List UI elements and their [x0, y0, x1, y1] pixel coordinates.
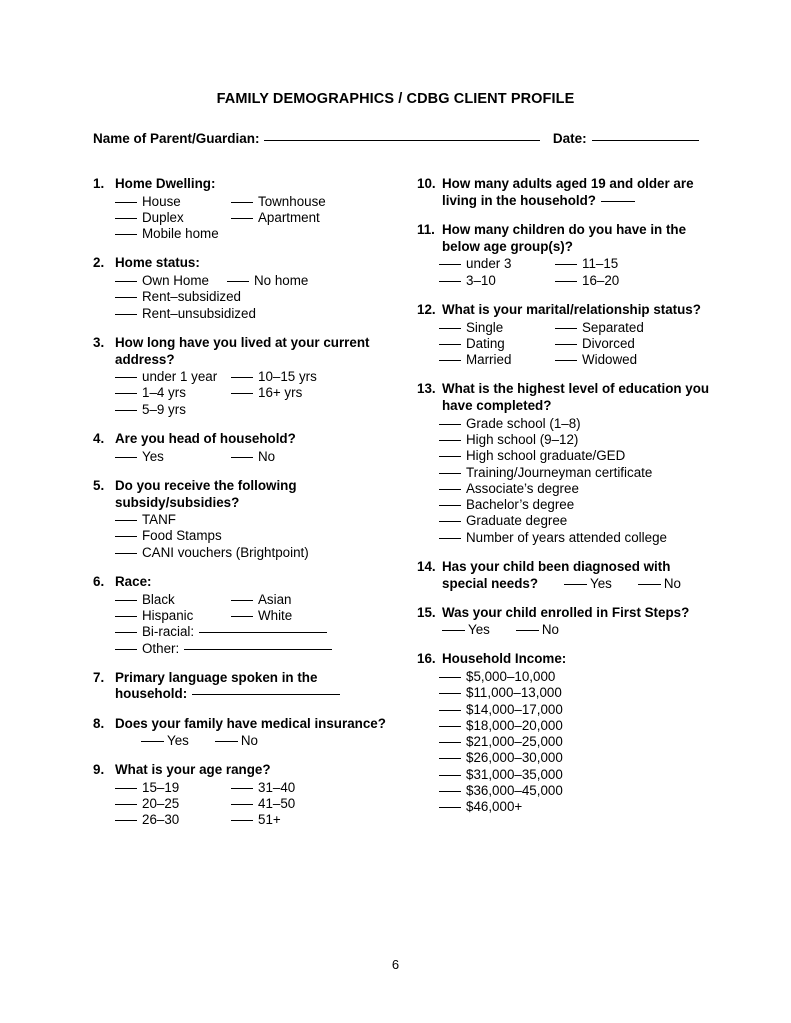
blank-line[interactable] [115, 649, 137, 650]
question-8-no-option[interactable]: No [215, 733, 258, 748]
blank-line[interactable] [115, 553, 137, 554]
blank-line[interactable] [115, 314, 137, 315]
blank-line[interactable] [439, 264, 461, 265]
blank-line[interactable] [115, 457, 137, 458]
option-row [115, 210, 393, 226]
option-row [115, 545, 393, 561]
blank-line[interactable] [115, 297, 137, 298]
option-row [115, 641, 393, 657]
blank-line[interactable] [231, 377, 253, 378]
question-1-text: Home Dwelling: [115, 176, 216, 191]
blank-line[interactable] [115, 202, 137, 203]
blank-line[interactable] [439, 424, 461, 425]
option-house[interactable]: House [115, 194, 231, 210]
option-income-26000-30000[interactable]: $26,000–30,000 [439, 750, 563, 766]
question-6-number: 6. [93, 574, 105, 590]
question-13-options [417, 416, 717, 546]
blank-line[interactable] [439, 489, 461, 490]
option-row [115, 780, 393, 796]
blank-line[interactable] [439, 344, 461, 345]
blank-line[interactable] [227, 281, 249, 282]
question-3-options [93, 369, 393, 418]
blank-line[interactable] [231, 218, 253, 219]
blank-line[interactable] [439, 360, 461, 361]
option-black[interactable]: Black [115, 592, 231, 608]
option-no-home[interactable]: No home [227, 273, 308, 289]
blank-line[interactable] [115, 377, 137, 378]
option-row [115, 449, 393, 465]
option-row [115, 608, 393, 624]
option-widowed[interactable]: Widowed [555, 352, 637, 368]
option-yes[interactable]: Yes [115, 449, 231, 465]
question-13-text: What is the highest level of education you have completed? [442, 381, 710, 414]
option-16-20[interactable]: 16–20 [555, 273, 619, 289]
option-26-30[interactable]: 26–30 [115, 812, 231, 828]
blank-line[interactable] [231, 820, 253, 821]
question-1-number: 1. [93, 176, 105, 191]
question-5-text: Do you receive the following subsidy/subsidies? [115, 477, 297, 510]
option-row [439, 273, 717, 289]
option-separated[interactable]: Separated [555, 320, 644, 336]
adults-count-input[interactable] [601, 201, 635, 202]
option-16-plus-yrs[interactable]: 16+ yrs [231, 385, 302, 401]
question-3-text: How long have you lived at your current address? [115, 334, 370, 367]
blank-line[interactable] [115, 600, 137, 601]
option-row [439, 799, 717, 815]
question-14-no-option[interactable]: No [638, 576, 681, 591]
option-married[interactable]: Married [439, 352, 555, 368]
option-11-15[interactable]: 11–15 [555, 256, 618, 272]
option-mobile-home[interactable]: Mobile home [115, 226, 231, 242]
blank-line[interactable] [439, 710, 461, 711]
option-food-stamps[interactable]: Food Stamps [115, 528, 222, 544]
blank-line[interactable] [439, 281, 461, 282]
option-row [115, 226, 393, 242]
primary-language-input[interactable] [192, 694, 340, 695]
option-row [115, 369, 393, 385]
option-income-31000-35000[interactable]: $31,000–35,000 [439, 767, 563, 783]
option-bi-racial[interactable]: Bi-racial: [115, 624, 327, 640]
option-row [115, 306, 393, 322]
option-high-school-graduate-ged[interactable]: High school graduate/GED [439, 448, 625, 464]
page-title: FAMILY DEMOGRAPHICS / CDBG CLIENT PROFILE [216, 91, 575, 107]
blank-line[interactable] [638, 584, 661, 585]
name-of-parent-guardian-label: Name of Parent/Guardian: [93, 131, 260, 146]
option-duplex[interactable]: Duplex [115, 210, 231, 226]
blank-line[interactable] [439, 473, 461, 474]
option-row [439, 352, 717, 368]
blank-line[interactable] [231, 788, 253, 789]
question-11 [417, 222, 717, 289]
date-input[interactable] [592, 140, 699, 141]
option-row [439, 448, 717, 464]
option-income-5000-10000[interactable]: $5,000–10,000 [439, 669, 555, 685]
option-under-1-year[interactable]: under 1 year [115, 369, 231, 385]
question-8-yes-option[interactable]: Yes [141, 733, 189, 748]
option-row [115, 289, 393, 305]
question-12-number: 12. [417, 301, 436, 317]
question-15 [417, 605, 717, 638]
option-row [115, 528, 393, 544]
option-10-15-yrs[interactable]: 10–15 yrs [231, 369, 317, 385]
blank-line[interactable] [141, 741, 164, 742]
question-14-yes-option[interactable]: Yes [564, 576, 612, 591]
page-number: 6 [391, 957, 400, 972]
option-15-19[interactable]: 15–19 [115, 780, 231, 796]
question-11-options [417, 256, 717, 289]
question-1-options [93, 194, 393, 243]
question-8-number: 8. [93, 715, 105, 731]
option-row [439, 432, 717, 448]
option-row [439, 530, 717, 546]
blank-line[interactable] [231, 457, 253, 458]
option-grade-school[interactable]: Grade school (1–8) [439, 416, 581, 432]
blank-line[interactable] [439, 328, 461, 329]
option-cani-vouchers[interactable]: CANI vouchers (Brightpoint) [115, 545, 309, 561]
question-10-number: 10. [417, 176, 436, 191]
blank-line[interactable] [555, 281, 577, 282]
option-row [439, 336, 717, 352]
option-31-40[interactable]: 31–40 [231, 780, 295, 796]
blank-line[interactable] [564, 584, 587, 585]
question-12-options [417, 320, 717, 369]
option-graduate-degree[interactable]: Graduate degree [439, 513, 567, 529]
question-10 [417, 176, 717, 209]
blank-line[interactable] [115, 820, 137, 821]
blank-line[interactable] [231, 600, 253, 601]
question-7-text: Primary language spoken in the household: [115, 669, 318, 702]
question-16 [417, 651, 717, 815]
question-9-options [93, 780, 393, 829]
question-5-options [93, 512, 393, 561]
question-2-text: Home status: [115, 255, 200, 271]
question-5 [93, 478, 393, 561]
question-6 [93, 574, 393, 657]
question-12-text: What is your marital/relationship status? [442, 301, 701, 317]
option-row [439, 416, 717, 432]
blank-line[interactable] [439, 456, 461, 457]
question-7 [93, 670, 393, 703]
blank-line[interactable] [115, 281, 137, 282]
blank-line[interactable] [231, 202, 253, 203]
blank-line[interactable] [555, 344, 577, 345]
option-income-14000-17000[interactable]: $14,000–17,000 [439, 702, 563, 718]
question-15-no-option[interactable]: No [516, 622, 559, 637]
question-1 [93, 176, 393, 242]
option-under-3[interactable]: under 3 [439, 256, 555, 272]
option-row [439, 256, 717, 272]
question-6-options [93, 592, 393, 657]
question-11-number: 11. [417, 222, 435, 238]
option-row [439, 767, 717, 783]
blank-line[interactable] [115, 410, 137, 411]
option-row [439, 669, 717, 685]
option-income-36000-45000[interactable]: $36,000–45,000 [439, 783, 563, 799]
option-row [439, 734, 717, 750]
option-row [115, 592, 393, 608]
blank-line[interactable] [555, 264, 577, 265]
option-rent-subsidized[interactable]: Rent–subsidized [115, 289, 231, 305]
blank-line[interactable] [115, 616, 137, 617]
option-row [439, 481, 717, 497]
question-15-yes-option[interactable]: Yes [442, 622, 490, 637]
question-9 [93, 762, 393, 828]
option-1-4-yrs[interactable]: 1–4 yrs [115, 385, 231, 401]
option-row [439, 497, 717, 513]
question-5-number: 5. [93, 477, 105, 493]
option-rent-unsubsidized[interactable]: Rent–unsubsidized [115, 306, 231, 322]
question-13 [417, 381, 717, 546]
left-column [93, 176, 393, 842]
blank-line[interactable] [439, 758, 461, 759]
option-income-46000-plus[interactable]: $46,000+ [439, 799, 522, 815]
blank-line[interactable] [439, 775, 461, 776]
blank-line[interactable] [555, 328, 577, 329]
option-own-home[interactable]: Own Home [115, 273, 227, 289]
question-14 [417, 559, 717, 592]
blank-line[interactable] [115, 218, 137, 219]
question-14-number: 14. [417, 559, 436, 575]
option-years-attended-college[interactable]: Number of years attended college [439, 530, 667, 546]
question-4-options [93, 449, 393, 465]
question-4 [93, 431, 393, 465]
blank-line[interactable] [439, 791, 461, 792]
question-12 [417, 302, 717, 368]
option-5-9-yrs[interactable]: 5–9 yrs [115, 402, 231, 418]
question-2-options [93, 273, 393, 322]
blank-line[interactable] [231, 616, 253, 617]
option-single[interactable]: Single [439, 320, 555, 336]
question-4-text: Are you head of household? [115, 431, 296, 447]
question-8 [93, 716, 393, 749]
option-asian[interactable]: Asian [231, 592, 292, 608]
question-11-text: How many children do you have in the below age group(s)? [442, 222, 687, 254]
blank-line[interactable] [555, 360, 577, 361]
option-income-18000-20000[interactable]: $18,000–20,000 [439, 718, 563, 734]
blank-line[interactable] [516, 630, 539, 631]
option-41-50[interactable]: 41–50 [231, 796, 295, 812]
question-16-text: Household Income: [442, 651, 567, 667]
blank-line[interactable] [439, 521, 461, 522]
blank-line[interactable] [115, 788, 137, 789]
question-10-text: How many adults aged 19 and older are living in the household? [442, 176, 694, 208]
option-row [439, 718, 717, 734]
blank-line[interactable] [115, 804, 137, 805]
blank-line[interactable] [215, 741, 238, 742]
option-training-journeyman-certificate[interactable]: Training/Journeyman certificate [439, 465, 652, 481]
option-row [439, 320, 717, 336]
question-4-number: 4. [93, 431, 105, 447]
blank-line[interactable] [439, 742, 461, 743]
question-7-number: 7. [93, 669, 105, 685]
blank-line[interactable] [439, 538, 461, 539]
option-townhouse[interactable]: Townhouse [231, 194, 326, 210]
blank-line[interactable] [231, 804, 253, 805]
blank-line[interactable] [115, 234, 137, 235]
option-row [115, 812, 393, 828]
option-hispanic[interactable]: Hispanic [115, 608, 231, 624]
option-3-10[interactable]: 3–10 [439, 273, 555, 289]
option-row [439, 702, 717, 718]
question-6-text: Race: [115, 574, 152, 590]
option-row [115, 796, 393, 812]
option-row [115, 194, 393, 210]
question-3-number: 3. [93, 334, 105, 350]
option-income-21000-25000[interactable]: $21,000–25,000 [439, 734, 563, 750]
question-8-text: Does your family have medical insurance? [115, 715, 386, 731]
option-row [439, 685, 717, 701]
question-16-options [417, 669, 717, 816]
option-row [115, 624, 393, 640]
question-2 [93, 255, 393, 321]
option-income-11000-13000[interactable]: $11,000–13,000 [439, 685, 562, 701]
option-high-school[interactable]: High school (9–12) [439, 432, 578, 448]
question-9-number: 9. [93, 762, 105, 778]
question-16-number: 16. [417, 651, 436, 667]
option-row [115, 385, 393, 401]
date-label: Date: [552, 131, 587, 146]
option-tanf[interactable]: TANF [115, 512, 176, 528]
blank-line[interactable] [115, 536, 137, 537]
question-14-text: Has your child been diagnosed with special needs? [442, 559, 671, 591]
option-row [115, 273, 393, 289]
option-row [439, 513, 717, 529]
name-of-parent-guardian-input[interactable] [264, 140, 540, 141]
option-51-plus[interactable]: 51+ [231, 812, 281, 828]
option-other-race[interactable]: Other: [115, 641, 332, 657]
header-fields-row [93, 131, 699, 146]
blank-line[interactable] [439, 440, 461, 441]
option-dating[interactable]: Dating [439, 336, 555, 352]
question-15-number: 15. [417, 605, 436, 621]
right-column [417, 176, 717, 829]
option-no[interactable]: No [231, 449, 275, 465]
question-15-text: Was your child enrolled in First Steps? [442, 605, 690, 621]
option-row [439, 750, 717, 766]
blank-line[interactable] [439, 807, 461, 808]
option-row [115, 512, 393, 528]
option-20-25[interactable]: 20–25 [115, 796, 231, 812]
question-9-text: What is your age range? [115, 762, 271, 778]
option-divorced[interactable]: Divorced [555, 336, 635, 352]
blank-line[interactable] [439, 726, 461, 727]
bi-racial-input[interactable] [199, 632, 327, 633]
question-3 [93, 335, 393, 418]
blank-line[interactable] [439, 693, 461, 694]
question-2-number: 2. [93, 255, 105, 271]
blank-line[interactable] [439, 505, 461, 506]
blank-line[interactable] [231, 393, 253, 394]
option-row [439, 465, 717, 481]
option-white[interactable]: White [231, 608, 292, 624]
blank-line[interactable] [115, 393, 137, 394]
option-associates-degree[interactable]: Associate’s degree [439, 481, 579, 497]
option-apartment[interactable]: Apartment [231, 210, 320, 226]
option-row [439, 783, 717, 799]
blank-line[interactable] [115, 632, 137, 633]
option-bachelors-degree[interactable]: Bachelor’s degree [439, 497, 574, 513]
other-race-input[interactable] [184, 649, 332, 650]
question-13-number: 13. [417, 381, 436, 397]
blank-line[interactable] [115, 520, 137, 521]
option-row [115, 402, 393, 418]
blank-line[interactable] [442, 630, 465, 631]
blank-line[interactable] [439, 677, 461, 678]
